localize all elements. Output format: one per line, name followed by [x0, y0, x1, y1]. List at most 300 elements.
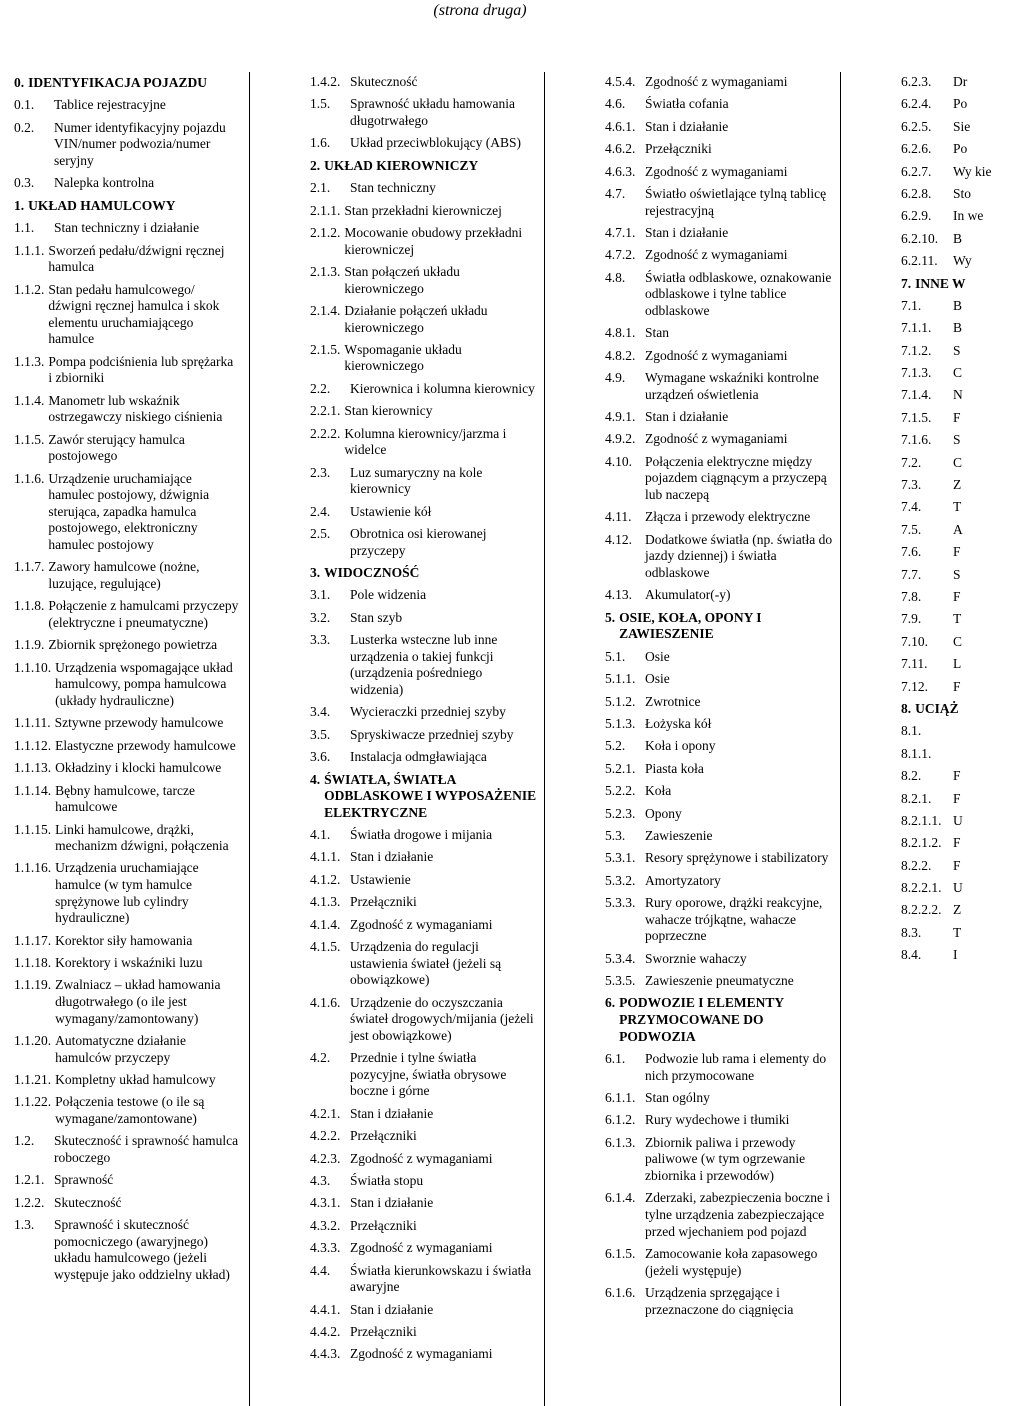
item-number: 5.2.2. [605, 783, 636, 799]
item-number: 1.1.11. [14, 715, 51, 731]
item-text: C [953, 365, 963, 381]
checklist-item [605, 348, 833, 365]
section-heading [14, 75, 239, 92]
item-number: 0.2. [14, 119, 35, 135]
item-text: Numer identyfikacyjny pojazdu VIN/numer podwozia/numer seryjny [54, 119, 226, 168]
item-text: Stan i działanie [350, 1105, 434, 1121]
item-text: Urządzenie do oczyszczania świateł drogowych/mijania (jeżeli jest obowiązkowe) [350, 994, 534, 1043]
item-number: 4.2.1. [310, 1105, 341, 1121]
checklist-item [14, 1072, 239, 1089]
item-text: Stan i działanie [350, 1195, 434, 1211]
item-text: Opony [645, 805, 682, 821]
item-text: Urządzenie uruchamiające hamulec postojowy, dźwignia sterująca, zapadka hamulca postojowego, elektroniczny hamulec postojowy [48, 470, 210, 553]
checklist-item [901, 679, 1021, 696]
item-text: In we [953, 208, 984, 224]
checklist-item [605, 873, 833, 890]
item-text: Sprawność [54, 1172, 114, 1188]
item-text: Instalacja odmgławiająca [350, 749, 487, 765]
item-number: 8.2.1.1. [901, 812, 942, 828]
checklist-item [605, 671, 833, 688]
item-text: T [953, 611, 962, 627]
item-number: 6.1.5. [605, 1245, 636, 1261]
item-text: I [953, 947, 958, 963]
item-number: 8.2.2.2. [901, 902, 942, 918]
item-text: Nalepka kontrolna [54, 175, 155, 191]
checklist-item [605, 454, 833, 504]
item-number: 1.2.2. [14, 1194, 45, 1210]
item-number: 6.2.3. [901, 74, 932, 89]
item-number: 2.1.1. [310, 202, 341, 218]
item-number: 4.9. [605, 370, 626, 386]
item-text: ŚWIATŁA, ŚWIATŁA ODBLASKOWE I WYPOSAŻENIE ELEKTRYCZNE [324, 771, 537, 820]
item-text: N [953, 387, 963, 403]
checklist-item [14, 282, 239, 348]
item-text: Podwozie lub rama i elementy do nich przymocowane [645, 1051, 827, 1083]
item-number: 1.1.1. [14, 242, 45, 258]
item-number: 4.12. [605, 531, 632, 547]
item-text: Pole widzenia [350, 587, 427, 603]
item-number: 8.2. [901, 768, 922, 784]
checklist-item [605, 1090, 833, 1107]
item-text: F [953, 768, 961, 784]
item-number: 8.2.2. [901, 857, 932, 873]
item-text: Przednie i tylne światła pozycyjne, światła obrysowe boczne i górne [350, 1050, 507, 1099]
checklist-item [310, 894, 538, 911]
checklist-item [14, 220, 239, 237]
item-text: U [953, 880, 963, 896]
item-number: 5.3.3. [605, 895, 636, 911]
checklist-item [901, 253, 1021, 270]
checklist-item [14, 760, 239, 777]
item-text: Wspomaganie układu kierowniczego [344, 341, 462, 374]
column-divider [840, 72, 841, 1406]
checklist-item [901, 925, 1021, 942]
item-text: Osie [645, 648, 670, 664]
item-number: 1.1.12. [14, 737, 52, 753]
item-number: 6.1. [605, 1051, 626, 1066]
item-text: Sprawność i skuteczność pomocniczego (awaryjnego) układu hamulcowego (jeżeli występuje jako oddzielny układ) [54, 1217, 230, 1282]
checklist-item [14, 1033, 239, 1066]
checklist-item [901, 365, 1021, 382]
checklist-item [901, 432, 1021, 449]
checklist-item [14, 598, 239, 631]
item-number: 5.1.3. [605, 715, 636, 731]
checklist-item [901, 611, 1021, 628]
item-text: Układ przeciwblokujący (ABS) [350, 135, 521, 151]
checklist-item [14, 1195, 239, 1212]
item-text: Urządzenia do regulacji ustawienia świateł (jeżeli są obowiązkowe) [350, 939, 502, 988]
item-number: 7.4. [901, 499, 922, 515]
item-number: 7.1.1. [901, 320, 932, 336]
checklist-item [901, 320, 1021, 337]
checklist-item [14, 175, 239, 192]
item-number: 0.3. [14, 175, 35, 191]
checklist-item [901, 947, 1021, 964]
checklist-item [901, 186, 1021, 203]
item-number: 1.1.3. [14, 353, 45, 369]
item-number: 3.4. [310, 704, 331, 720]
checklist-item [310, 872, 538, 889]
item-text: Światła stopu [350, 1172, 424, 1188]
item-text: Zgodność z wymaganiami [645, 347, 788, 363]
item-text: Stan ogólny [645, 1089, 710, 1105]
item-text: Zgodność z wymaganiami [350, 1240, 493, 1256]
checklist-item [605, 164, 833, 181]
item-text: Światła odblaskowe, oznakowanie odblaskowe i tylne tablice odblaskowe [645, 269, 832, 318]
checklist-item [901, 723, 1021, 740]
item-number: 4.2.2. [310, 1128, 341, 1144]
item-number: 2.1.4. [310, 302, 341, 318]
checklist-item [901, 656, 1021, 673]
item-text: Sztywne przewody hamulcowe [54, 715, 224, 731]
item-text: Urządzenia uruchamiające hamulce (w tym hamulce sprężynowe lub cylindry hydrauliczne) [55, 860, 199, 926]
checklist-item [14, 977, 239, 1027]
checklist-item [14, 97, 239, 114]
item-number: 4.8.2. [605, 347, 636, 363]
checklist-item [901, 835, 1021, 852]
item-text: Stan [645, 325, 670, 341]
item-text: Przełączniki [350, 1217, 417, 1233]
item-text: Światła cofania [645, 96, 729, 112]
column-1 [14, 74, 239, 1289]
item-number: 1.1.4. [14, 392, 45, 408]
item-text: Bębny hamulcowe, tarcze hamulcowe [55, 782, 195, 815]
item-text: Skuteczność [350, 74, 418, 89]
item-number: 1.2.1. [14, 1172, 45, 1188]
checklist-item [901, 791, 1021, 808]
item-text: Zgodność z wymaganiami [350, 1346, 493, 1362]
checklist-item [901, 410, 1021, 427]
checklist-item [901, 589, 1021, 606]
item-number: 1.1.9. [14, 637, 45, 653]
item-number: 5.2.1. [605, 760, 636, 776]
checklist-item [605, 431, 833, 448]
item-number: 4.6. [605, 96, 626, 112]
item-number: 5.3.2. [605, 872, 636, 888]
item-text: Linki hamulcowe, drążki, mechanizm dźwigni, połączenia [55, 821, 229, 854]
item-text: T [953, 924, 962, 940]
item-text: WIDOCZNOŚĆ [324, 565, 420, 580]
item-text: Ustawienie [350, 871, 411, 887]
item-text: Wymagane wskaźniki kontrolne urządzeń oświetlenia [645, 370, 819, 402]
item-text: Zgodność z wymaganiami [645, 163, 788, 179]
item-text: Przełączniki [645, 141, 712, 157]
checklist-item [901, 298, 1021, 315]
item-text: Kolumna kierownicy/jarzma i widelce [344, 425, 507, 458]
checklist-item [605, 1246, 833, 1279]
item-text: Skuteczność [54, 1194, 122, 1210]
checklist-item [14, 738, 239, 755]
item-number: 5.1.1. [605, 671, 636, 687]
item-text: Zgodność z wymaganiami [350, 916, 493, 932]
item-number: 6.2.7. [901, 163, 932, 179]
item-text: Sworznie wahaczy [645, 950, 747, 966]
item-number: 1.6. [310, 135, 331, 151]
item-text: Stan połączeń układu kierowniczego [344, 263, 460, 296]
item-text: Stan i działanie [350, 849, 434, 865]
item-text: F [953, 409, 961, 425]
item-number: 6.2.4. [901, 96, 932, 112]
checklist-item [310, 342, 538, 375]
checklist-item [605, 325, 833, 342]
checklist-item [605, 828, 833, 845]
checklist-item [310, 96, 538, 129]
item-number: 5.3.4. [605, 950, 636, 966]
item-number: 4.3.3. [310, 1240, 341, 1256]
item-text: Stan i działanie [645, 118, 729, 134]
item-text: Sto [953, 185, 972, 201]
item-number: 6.2.6. [901, 141, 932, 157]
checklist-item [14, 822, 239, 855]
item-text: Zgodność z wymaganiami [645, 247, 788, 263]
item-text: PODWOZIE I ELEMENTY PRZYMOCOWANE DO PODWOZIA [619, 995, 784, 1044]
item-number: 4.8.1. [605, 325, 636, 341]
checklist-item [310, 917, 538, 934]
checklist-item [310, 135, 538, 152]
item-text: Sprawność układu hamowania długotrwałego [350, 96, 515, 128]
item-number: 7.12. [901, 678, 928, 694]
item-number: 6.1.3. [605, 1134, 636, 1150]
item-number: 5.3.5. [605, 973, 636, 989]
checklist-item [901, 343, 1021, 360]
item-number: 1.1.22. [14, 1094, 52, 1110]
item-text: Stan szyb [350, 609, 403, 625]
checklist-item [14, 471, 239, 554]
item-text: Wycieraczki przedniej szyby [350, 704, 506, 720]
item-number: 7.3. [901, 477, 922, 493]
item-number: 4.11. [605, 509, 632, 525]
checklist-item [605, 895, 833, 945]
checklist-item [310, 632, 538, 698]
item-text: A [953, 521, 963, 537]
checklist-item [310, 1128, 538, 1145]
item-number: 7.1.6. [901, 432, 932, 448]
item-number: 7.5. [901, 521, 922, 537]
item-number: 1.4.2. [310, 74, 341, 89]
item-number: 7.6. [901, 544, 922, 560]
item-number: 7.10. [901, 633, 928, 649]
column-3 [605, 74, 833, 1324]
item-number: 8.3. [901, 924, 922, 940]
item-text: Zbiornik sprężonego powietrza [48, 637, 218, 653]
checklist-item [901, 634, 1021, 651]
checklist-item [901, 96, 1021, 113]
item-number: 8.2.1.2. [901, 835, 942, 851]
item-number: 4.8. [605, 269, 626, 285]
item-text: Wy [953, 253, 972, 269]
item-text: Korektory i wskaźniki luzu [55, 955, 203, 971]
item-text: Stan techniczny i działanie [54, 220, 200, 236]
section-heading [901, 701, 1021, 718]
checklist-item [310, 1050, 538, 1100]
checklist-item [310, 610, 538, 627]
checklist-item [901, 522, 1021, 539]
item-text: F [953, 835, 961, 851]
item-number: 4.3.2. [310, 1217, 341, 1233]
item-number: 6.2.8. [901, 185, 932, 201]
item-number: 5.1. [605, 648, 626, 664]
item-text: Mocowanie obudowy przekładni kierowniczej [344, 224, 523, 257]
item-number: 5.2. [605, 738, 626, 754]
item-text: Ustawienie kół [350, 503, 432, 519]
checklist-item [14, 715, 239, 732]
item-text: Przełączniki [350, 1128, 417, 1144]
item-text: Z [953, 902, 962, 918]
item-number: 7.1. [901, 297, 922, 313]
item-number: 1.1.7. [14, 559, 45, 575]
item-text: S [953, 342, 961, 358]
item-number: 3.3. [310, 632, 331, 648]
checklist-item [901, 119, 1021, 136]
checklist-item [310, 1346, 538, 1363]
checklist-item [310, 1151, 538, 1168]
item-number: 2.1.2. [310, 224, 341, 240]
item-text: C [953, 454, 963, 470]
item-text: Koła [645, 783, 672, 799]
item-text: Korektor siły hamowania [55, 932, 193, 948]
checklist-item [310, 995, 538, 1045]
item-text: OSIE, KOŁA, OPONY I ZAWIESZENIE [619, 609, 762, 642]
item-text: Światło oświetlające tylną tablicę rejestracyjną [645, 185, 827, 218]
checklist-item [14, 1094, 239, 1127]
checklist-item [310, 587, 538, 604]
item-number: 1.1.16. [14, 860, 52, 876]
item-number: 4.9.1. [605, 409, 636, 425]
section-heading [310, 565, 538, 582]
item-number: 4.1.5. [310, 939, 341, 955]
item-number: 4.4. [310, 1262, 331, 1278]
item-text: Zderzaki, zabezpieczenia boczne i tylne urządzenia zabezpieczające przed wjechaniem pod pojazd [645, 1190, 831, 1239]
item-text: UKŁAD KIEROWNICZY [324, 157, 479, 173]
checklist-item [310, 225, 538, 258]
item-number: 4.9.2. [605, 431, 636, 447]
checklist-item [901, 544, 1021, 561]
item-number: 4.13. [605, 587, 632, 603]
item-text: Urządzenia wspomagające układ hamulcowy, pompa hamulcowa (układy hydrauliczne) [55, 659, 233, 708]
item-text: B [953, 297, 963, 313]
item-number: 6.1.1. [605, 1089, 636, 1105]
checklist-item [14, 559, 239, 592]
item-text: Zwalniacz – układ hamowania długotrwałego (o ile jest wymagany/zamontowany) [55, 977, 221, 1026]
item-text: UKŁAD HAMULCOWY [28, 197, 176, 213]
item-text: UCIĄŻ [915, 700, 959, 716]
item-number: 6.1.4. [605, 1190, 636, 1206]
checklist-item [605, 141, 833, 158]
checklist-item [605, 716, 833, 733]
item-text [953, 723, 1021, 740]
item-number: 7.11. [901, 656, 928, 672]
checklist-item [310, 264, 538, 297]
checklist-item [605, 783, 833, 800]
item-text: Światła drogowe i mijania [350, 827, 493, 843]
item-text: Stan kierownicy [344, 403, 433, 419]
item-text: F [953, 544, 961, 560]
checklist-item [901, 746, 1021, 763]
item-text: F [953, 790, 961, 806]
item-number: 1.1.17. [14, 932, 52, 948]
checklist-item [605, 74, 833, 91]
checklist-item [901, 858, 1021, 875]
item-number: 2.3. [310, 464, 331, 480]
item-text: Dr [953, 74, 968, 89]
item-text: Urządzenia sprzęgające i przeznaczone do ciągnięcia [645, 1284, 794, 1317]
item-number: 2.2.1. [310, 403, 341, 419]
item-text: Skuteczność i sprawność hamulca roboczego [54, 1133, 239, 1165]
column-divider [544, 72, 545, 1406]
item-number: 4.5.4. [605, 74, 636, 89]
item-number: 1.1.14. [14, 782, 52, 798]
item-number: 4.2. [310, 1050, 331, 1066]
item-text: Działanie połączeń układu kierowniczego [344, 302, 488, 335]
checklist-item [310, 74, 538, 91]
item-text: Stan i działanie [350, 1301, 434, 1317]
item-number: 7.7. [901, 566, 922, 582]
item-number: 1.1.13. [14, 760, 52, 776]
item-number: 8.1.1. [901, 745, 932, 761]
checklist-item [901, 499, 1021, 516]
item-number: 2.1.3. [310, 263, 341, 279]
checklist-item [14, 354, 239, 387]
item-number: 4. [310, 771, 321, 787]
checklist-item [901, 164, 1021, 181]
checklist-item [605, 532, 833, 582]
checklist-item [310, 1218, 538, 1235]
checklist-item [605, 247, 833, 264]
checklist-item [605, 806, 833, 823]
checklist-item [605, 119, 833, 136]
item-number: 5.1.2. [605, 693, 636, 709]
item-number: 4.10. [605, 453, 632, 469]
item-number: 3.5. [310, 726, 331, 742]
item-text: Tablice rejestracyjne [54, 97, 166, 113]
item-text: F [953, 857, 961, 873]
item-number: 4.7.1. [605, 224, 636, 240]
checklist-item [310, 465, 538, 498]
checklist-item [605, 694, 833, 711]
item-text: S [953, 432, 961, 448]
checklist-item [310, 704, 538, 721]
item-text: Osie [645, 671, 670, 687]
checklist-item [605, 409, 833, 426]
item-text: Łożyska kół [645, 715, 712, 731]
item-text: Rury oporowe, drążki reakcyjne, wahacze trójkątne, wahacze poprzeczne [645, 895, 823, 944]
item-text: Rury wydechowe i tłumiki [645, 1112, 790, 1128]
item-text: Po [953, 96, 968, 112]
item-text: Okładziny i klocki hamulcowe [55, 760, 222, 776]
item-number: 8. [901, 700, 912, 716]
checklist-item [310, 849, 538, 866]
item-text: Zawory hamulcowe (nożne, luzujące, regulujące) [48, 559, 200, 591]
checklist-item [901, 813, 1021, 830]
item-text: L [953, 656, 962, 672]
checklist-item [605, 186, 833, 219]
item-number: 4.1. [310, 827, 331, 843]
item-number: 1.2. [14, 1133, 35, 1149]
item-text: C [953, 633, 963, 649]
item-text: Akumulator(-y) [645, 587, 731, 603]
item-text: Amortyzatory [645, 872, 721, 888]
item-text: Połączenia elektryczne między pojazdem ciągnącym a przyczepą lub naczepą [645, 453, 827, 503]
checklist-item [14, 933, 239, 950]
item-text: Stan techniczny [350, 180, 436, 196]
checklist-item [901, 902, 1021, 919]
item-text: Kierownica i kolumna kierownicy [350, 380, 535, 396]
item-number: 8.4. [901, 947, 922, 963]
section-heading [310, 158, 538, 175]
column-divider [249, 72, 250, 1406]
item-text: Przełączniki [350, 894, 417, 910]
checklist-item [901, 768, 1021, 785]
